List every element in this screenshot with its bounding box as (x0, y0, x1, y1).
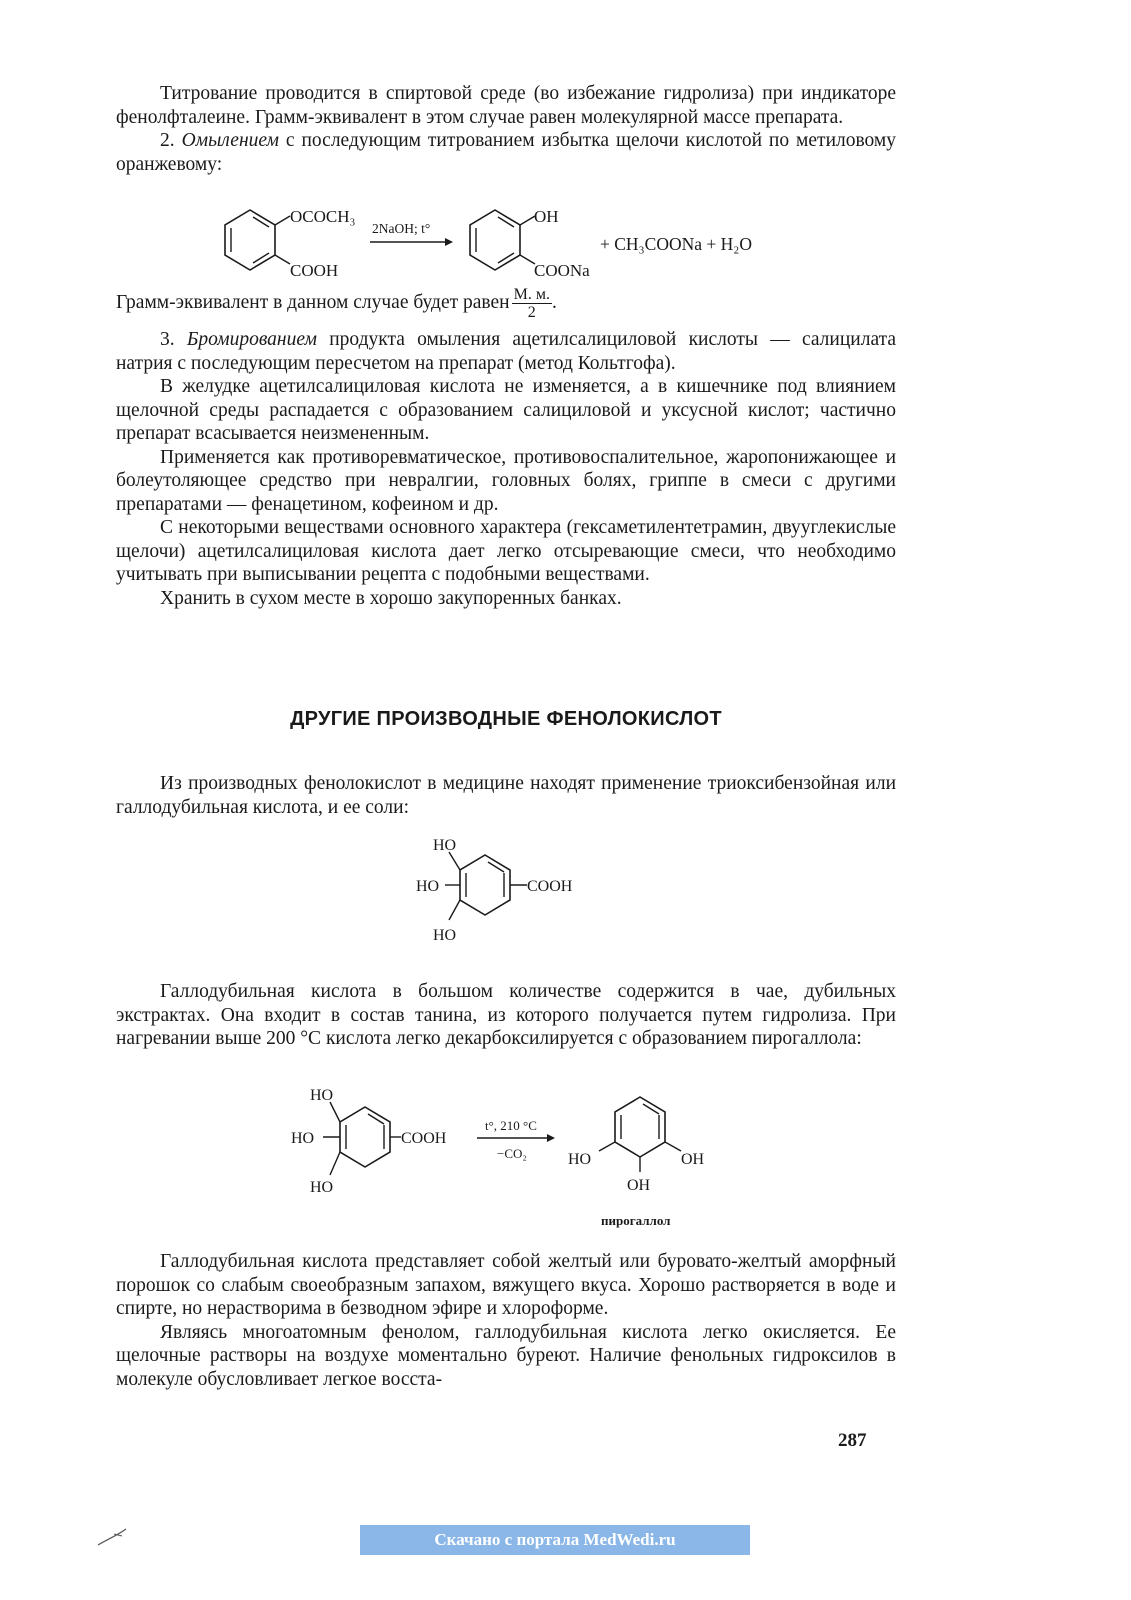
paragraph-gallic-sources: Галлодубильная кислота в большом количестве содержится в чае, дубильных экстрактах. Она входит в состав танина, из которого получается путем гидролиза. При нагревании выше 200 °С кислота легко декарбоксилируется с образованием пирогаллола: (116, 981, 896, 1049)
method-term: Омылением (181, 130, 279, 151)
paragraph-properties: Галлодубильная кислота представляет собой желтый или буровато-желтый аморфный порошок со слабым своеобразным запахом, вяжущего вкуса. Хорошо растворяется в воде и спирте, но нерастворима в безводном эфире и хлороформе. (116, 1251, 896, 1319)
paragraph-storage: Хранить в сухом месте в хорошо закупоренных банках. (160, 587, 622, 609)
pen-mark (96, 1525, 136, 1549)
paragraph-usage: Применяется как противоревматическое, противовоспалительное, жаропонижающее и болеутоляющее средство при невралгии, головных болях, гриппе в смеси с другими препаратами — фенацетином, кофеином и др. (116, 446, 896, 515)
reaction-conditions: 2NaOH; t° (372, 221, 431, 236)
bottom-text-block (116, 1250, 896, 1391)
item-number: 3. (160, 329, 175, 350)
equivalent-line: Грамм-эквивалент в данном случае будет равен $\frac{М. м.}{2}$ . (116, 286, 557, 321)
download-banner: Скачано с портала MedWedi.ru (360, 1525, 750, 1555)
middle-text-block (116, 328, 896, 610)
product-carboxylate-label: COONa (534, 261, 590, 280)
carboxyl-label: COOH (527, 878, 573, 895)
equivalent-text: Грамм-эквивалент в данном случае будет равен (116, 291, 510, 313)
benzene-ring (340, 1107, 390, 1167)
fraction-numerator: М. м. (513, 286, 550, 303)
hydroxyl-label-bottom: HO (433, 927, 457, 944)
reaction-decarboxylation (285, 1080, 745, 1230)
benzene-ring (470, 210, 520, 270)
product-hydroxyl-label: OH (534, 207, 559, 226)
paragraph-titration: Титрование проводится в спиртовой среде (во избежание гидролиза) при индикаторе фенолфталеине. Грамм-эквивалент в этом случае равен молекулярной массе препарата. (116, 83, 896, 128)
section-heading: ДРУГИЕ ПРОИЗВОДНЫЕ ФЕНОЛОКИСЛОТ (290, 708, 722, 730)
pyrogallol-hydroxyl-right: OH (681, 1151, 705, 1168)
fraction-denominator: 2 (527, 304, 536, 321)
paragraph-saponification (116, 129, 896, 176)
benzene-ring (460, 855, 510, 915)
paragraph-mixtures: С некоторыми веществами основного характера (гексаметилентетрамин, двууглекислые щелочи) ацетилсалициловая кислота дает легко отсыревающие смеси, что необходимо учитывать при выписывании рецепта с подобными веществами. (116, 517, 896, 585)
hydroxyl-label-middle: HO (416, 878, 440, 895)
method-term: Бромированием (186, 329, 317, 350)
intro-text-block (116, 772, 896, 819)
carboxyl-label: COOH (401, 1130, 447, 1147)
gallic-text-block (116, 980, 896, 1051)
pyrogallol-hydroxyl-bottom: OH (627, 1177, 651, 1194)
reaction-saponification (200, 200, 820, 290)
hydroxyl-label-bottom: HO (310, 1179, 334, 1196)
hydroxyl-label-top: HO (433, 837, 457, 854)
pyrogallol-hydroxyl-left: HO (568, 1151, 592, 1168)
hydroxyl-label-top: HO (310, 1087, 334, 1104)
structure-gallic-acid (405, 830, 645, 950)
paragraph-oxidation: Являясь многоатомным фенолом, галлодубильная кислота легко окисляется. Ее щелочные растворы на воздухе моментально буреют. Наличие фенольных гидроксилов в молекуле обусловливает легкое восста- (116, 1321, 896, 1390)
reactant-acetoxy-label: OCOCH₃ (290, 207, 356, 226)
reaction-byproducts: + CH₃COONa + H₂O (600, 234, 753, 254)
paragraph-bromination (116, 328, 896, 375)
page-number: 287 (838, 1430, 867, 1451)
reaction-byproduct: −CO₂ (497, 1146, 527, 1161)
reaction-conditions: t°, 210 °C (485, 1118, 537, 1133)
benzene-ring (615, 1097, 665, 1157)
hydroxyl-label-middle: HO (291, 1130, 315, 1147)
equivalent-fraction (512, 286, 552, 321)
product-name: пирогаллол (601, 1213, 671, 1228)
item-number: 2. (160, 130, 175, 151)
method-text: с последующим титрованием избытка щелочи кислотой по метиловому оранжевому: (116, 130, 897, 175)
top-text-block (116, 82, 896, 176)
paragraph-stomach: В желудке ацетилсалициловая кислота не изменяется, а в кишечнике под влиянием щелочной среды распадается с образованием салициловой и уксусной кислот; частично препарат всасывается неизмененным. (116, 376, 896, 444)
reactant-carboxyl-label: COOH (290, 261, 339, 280)
benzene-ring (225, 210, 275, 270)
paragraph-phenolic-acids: Из производных фенолокислот в медицине находят применение триоксибензойная или галлодубильная кислота, и ее соли: (116, 773, 896, 818)
method-text: продукта омыления ацетилсалициловой кислоты — салицилата натрия с последующим пересчетом на препарат (метод Кольтгофа). (116, 329, 897, 374)
